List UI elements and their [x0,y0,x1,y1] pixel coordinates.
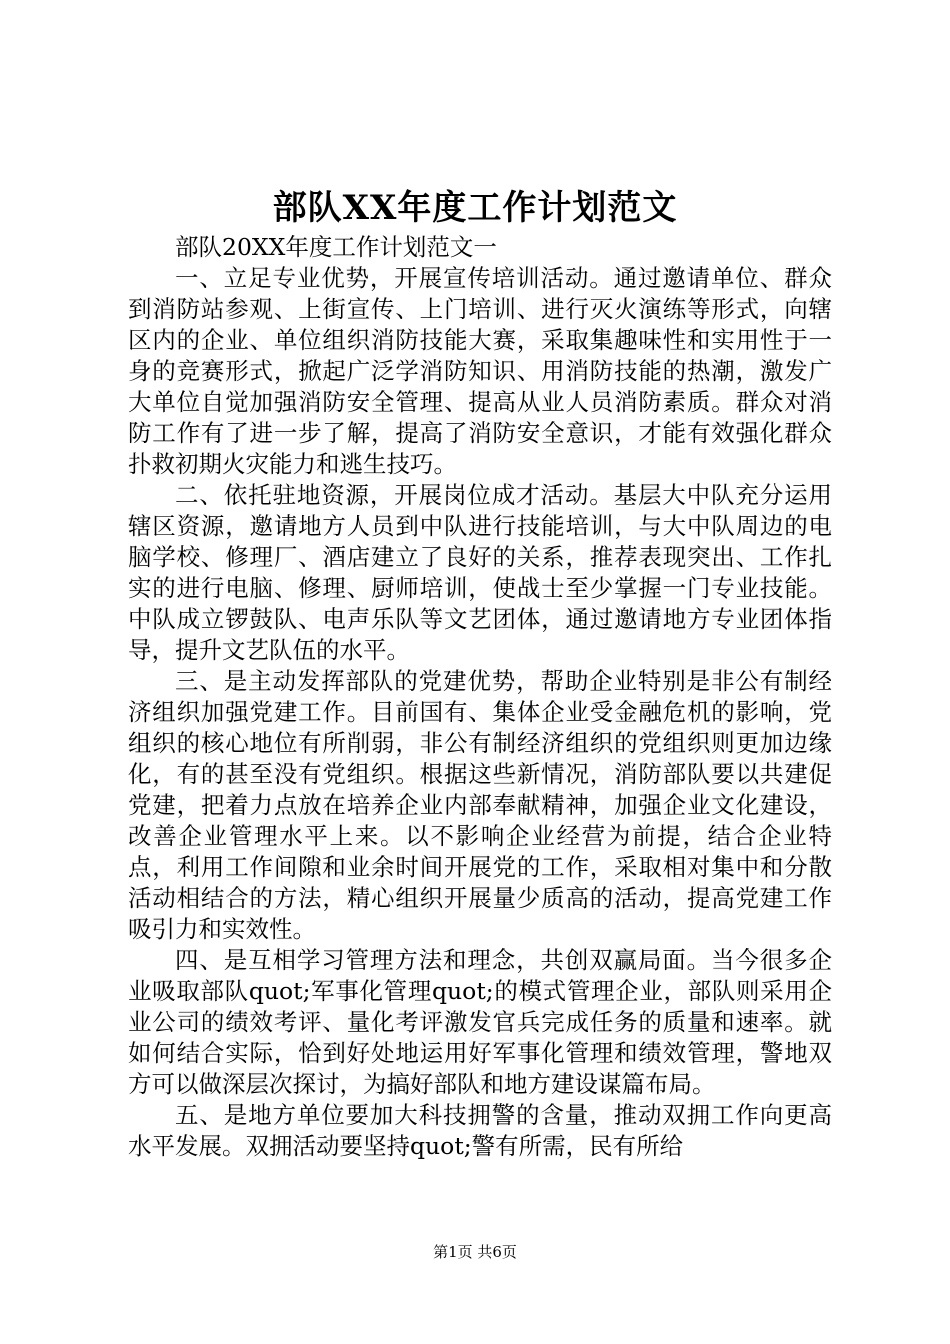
document-body [128,232,832,1162]
paragraph-1: 一、立足专业优势，开展宣传培训活动。通过邀请单位、群众到消防站参观、上街宣传、上门培训、进行灭火演练等形式，向辖区内的企业、单位组织消防技能大赛，采取集趣味性和实用性于一身的竞赛形式，掀起广泛学消防知识、用消防技能的热潮，激发广大单位自觉加强消防安全管理、提高从业人员消防素质。群众对消防工作有了进一步了解，提高了消防安全意识，才能有效强化群众扑救初期火灾能力和逃生技巧。 [128,264,832,478]
paragraph-4: 四、是互相学习管理方法和理念，共创双赢局面。当今很多企业吸取部队quot;军事化管理quot;的模式管理企业，部队则采用企业公司的绩效考评、量化考评激发官兵完成任务的质量和速率。就如何结合实际，恰到好处地运用好军事化管理和绩效管理，警地双方可以做深层次探讨，为搞好部队和地方建设谋篇布局。 [128,946,832,1098]
paragraph-2: 二、依托驻地资源，开展岗位成才活动。基层大中队充分运用辖区资源，邀请地方人员到中队进行技能培训，与大中队周边的电脑学校、修理厂、酒店建立了良好的关系，推荐表现突出、工作扎实的进行电脑、修理、厨师培训，使战士至少掌握一门专业技能。中队成立锣鼓队、电声乐队等文艺团体，通过邀请地方专业团体指导，提升文艺队伍的水平。 [128,481,832,664]
paragraph-5: 五、是地方单位要加大科技拥警的含量，推动双拥工作向更高水平发展。双拥活动要坚持quot;警有所需，民有所给 [128,1101,832,1160]
document-title: 部队XX年度工作计划范文 [272,188,678,228]
page-footer: 第1页 共6页 [433,1243,517,1261]
paragraph-3: 三、是主动发挥部队的党建优势，帮助企业特别是非公有制经济组织加强党建工作。目前国有、集体企业受金融危机的影响，党组织的核心地位有所削弱，非公有制经济组织的党组织则更加边缘化，有的甚至没有党组织。根据这些新情况，消防部队要以共建促党建，把着力点放在培养企业内部奉献精神，加强企业文化建设，改善企业管理水平上来。以不影响企业经营为前提，结合企业特点，利用工作间隙和业余时间开展党的工作，采取相对集中和分散活动相结合的方法，精心组织开展量少质高的活动，提高党建工作吸引力和实效性。 [128,667,832,943]
paragraph-subtitle: 部队20XX年度工作计划范文一 [175,233,497,261]
